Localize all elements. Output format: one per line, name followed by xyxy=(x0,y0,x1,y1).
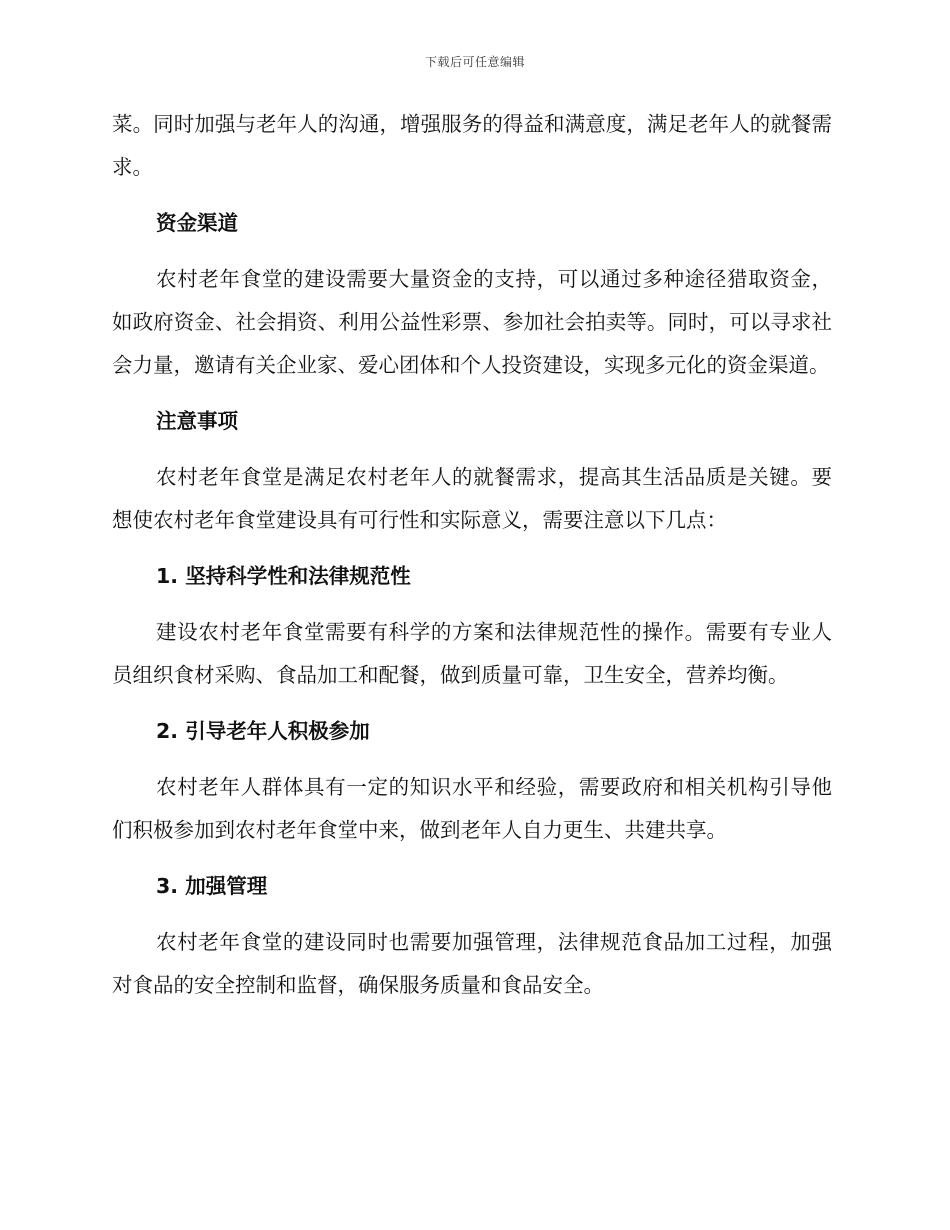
page-header: 下载后可任意编辑 xyxy=(424,55,525,69)
paragraph-2: 农村老年人群体具有一定的知识水平和经验，需要政府和相关机构引导他们积极参加到农村老年食堂中来，做到老年人自力更生、共建共享。 xyxy=(112,775,832,842)
paragraph-1: 建设农村老年食堂需要有科学的方案和法律规范性的操作。需要有专业人员组织食材采购、食品加工和配餐，做到质量可靠，卫生安全，营养均衡。 xyxy=(112,620,832,687)
subheading-1: 1. 坚持科学性和法律规范性 xyxy=(156,564,411,588)
section-heading-notes: 注意事项 xyxy=(156,409,238,433)
document-body xyxy=(112,103,832,1020)
paragraph-notes: 农村老年食堂是满足农村老年人的就餐需求，提高其生活品质是关键。要想使农村老年食堂建设具有可行性和实际意义，需要注意以下几点： xyxy=(112,465,832,532)
subheading-3: 3. 加强管理 xyxy=(156,874,268,898)
section-heading-funding: 资金渠道 xyxy=(156,211,238,235)
paragraph-funding: 农村老年食堂的建设需要大量资金的支持，可以通过多种途径猎取资金，如政府资金、社会捐资、利用公益性彩票、参加社会拍卖等。同时，可以寻求社会力量，邀请有关企业家、爱心团体和个人投资建设，实现多元化的资金渠道。 xyxy=(112,267,832,377)
paragraph-continued: 菜。同时加强与老年人的沟通，增强服务的得益和满意度，满足老年人的就餐需求。 xyxy=(112,112,832,179)
paragraph-3: 农村老年食堂的建设同时也需要加强管理，法律规范食品加工过程，加强对食品的安全控制和监督，确保服务质量和食品安全。 xyxy=(112,930,832,997)
subheading-2: 2. 引导老年人积极参加 xyxy=(156,719,370,743)
